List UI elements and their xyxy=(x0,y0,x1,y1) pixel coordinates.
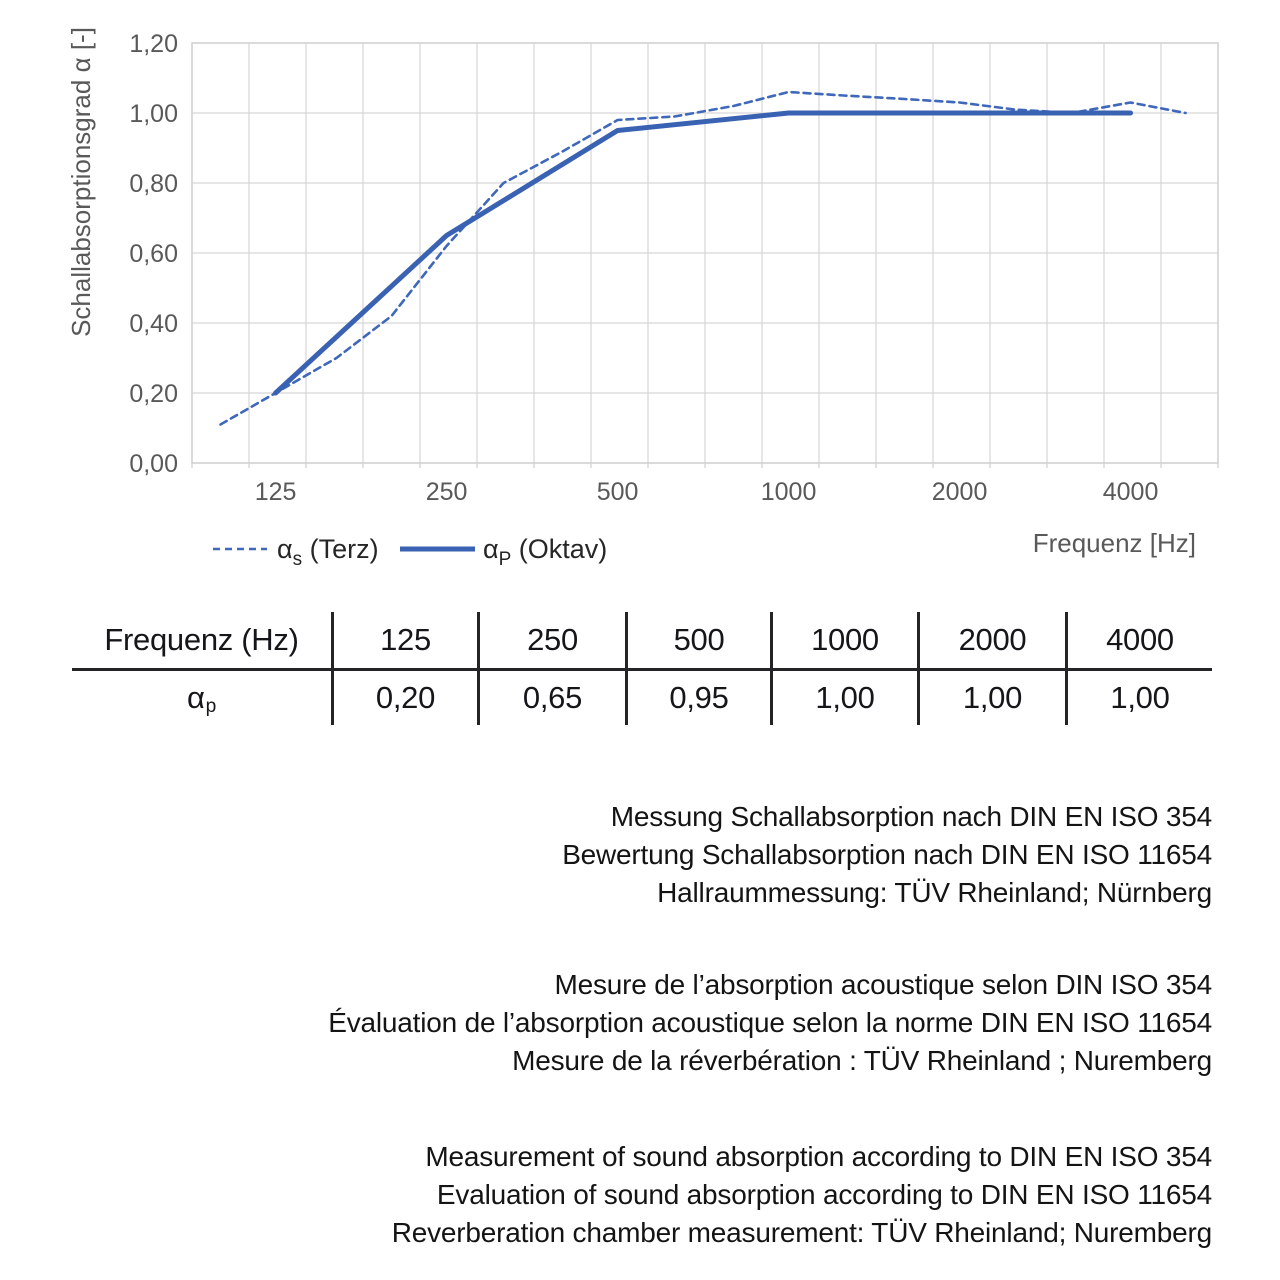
table-value-cell: 1,00 xyxy=(770,671,917,725)
x-axis-tick-label: 500 xyxy=(596,478,639,506)
table-header-frequency: Frequenz (Hz) xyxy=(104,622,299,657)
note-line: Mesure de la réverbération : TÜV Rheinland ; Nuremberg xyxy=(512,1045,1212,1076)
note-line: Bewertung Schallabsorption nach DIN EN ISO 11654 xyxy=(562,839,1212,870)
y-axis-tick-label: 0,40 xyxy=(129,310,178,338)
y-axis-tick-label: 1,00 xyxy=(129,100,178,128)
x-axis-tick-labels xyxy=(255,478,1159,506)
x-axis-title: Frequenz [Hz] xyxy=(1032,528,1196,558)
table-value-cell: 1,00 xyxy=(917,671,1065,725)
table-row-frequencies xyxy=(72,612,1212,671)
absorption-chart xyxy=(0,0,1280,580)
note-line: Mesure de l’absorption acoustique selon DIN ISO 354 xyxy=(554,969,1212,1000)
note-line: Hallraummessung: TÜV Rheinland; Nürnberg xyxy=(657,877,1212,908)
note-french xyxy=(328,966,1212,1080)
gridlines xyxy=(192,43,1218,463)
table-frequency-cell: 2000 xyxy=(917,612,1065,668)
x-axis-tick-label: 2000 xyxy=(931,478,988,506)
y-axis-tick-label: 0,80 xyxy=(129,170,178,198)
table-frequency-cell: 1000 xyxy=(770,612,917,668)
legend xyxy=(213,534,607,570)
table-value-cell: 0,95 xyxy=(625,671,770,725)
legend-label-oktav: $\alpha_P$ (Oktav) xyxy=(483,534,608,570)
series-lines xyxy=(221,92,1186,425)
note-line: Reverberation chamber measurement: TÜV Rheinland; Nuremberg xyxy=(391,1217,1212,1248)
table-frequency-cell: 500 xyxy=(625,612,770,668)
x-axis-tick-label: 4000 xyxy=(1102,478,1159,506)
x-axis-tick-label: 125 xyxy=(254,478,297,506)
note-english xyxy=(392,1138,1212,1252)
y-axis-tick-label: 0,60 xyxy=(129,240,178,268)
note-line: Évaluation de l’absorption acoustique selon la norme DIN EN ISO 11654 xyxy=(328,1007,1212,1038)
note-line: Evaluation of sound absorption according to DIN EN ISO 11654 xyxy=(436,1179,1212,1210)
table-value-cell: 1,00 xyxy=(1065,671,1212,725)
note-german xyxy=(562,798,1212,912)
table-frequency-cell: 4000 xyxy=(1065,612,1212,668)
table-row-alpha-p xyxy=(72,671,1212,725)
note-line: Messung Schallabsorption nach DIN EN ISO 354 xyxy=(610,801,1212,832)
x-axis-tick-label: 1000 xyxy=(760,478,817,506)
absorption-table xyxy=(72,612,1212,725)
y-axis-title: Schallabsorptionsgrad α [-] xyxy=(66,27,96,337)
y-axis-tick-label: 0,00 xyxy=(129,450,178,478)
y-axis-tick-label: 0,20 xyxy=(129,380,178,408)
table-value-cell: 0,65 xyxy=(477,671,625,725)
table-frequency-cell: 125 xyxy=(331,612,477,668)
note-line: Measurement of sound absorption according to DIN EN ISO 354 xyxy=(425,1141,1212,1172)
table-frequency-cell: 250 xyxy=(477,612,625,668)
y-axis-tick-labels xyxy=(129,30,178,478)
y-axis-tick-label: 1,20 xyxy=(129,30,178,58)
terz-dashed-line xyxy=(221,92,1186,425)
table-value-cell: 0,20 xyxy=(331,671,477,725)
legend-label-terz: $\alpha_s$ (Terz) xyxy=(277,534,379,570)
table-row-label-alpha-p: α p xyxy=(186,680,216,717)
x-axis-tick-label: 250 xyxy=(425,478,468,506)
